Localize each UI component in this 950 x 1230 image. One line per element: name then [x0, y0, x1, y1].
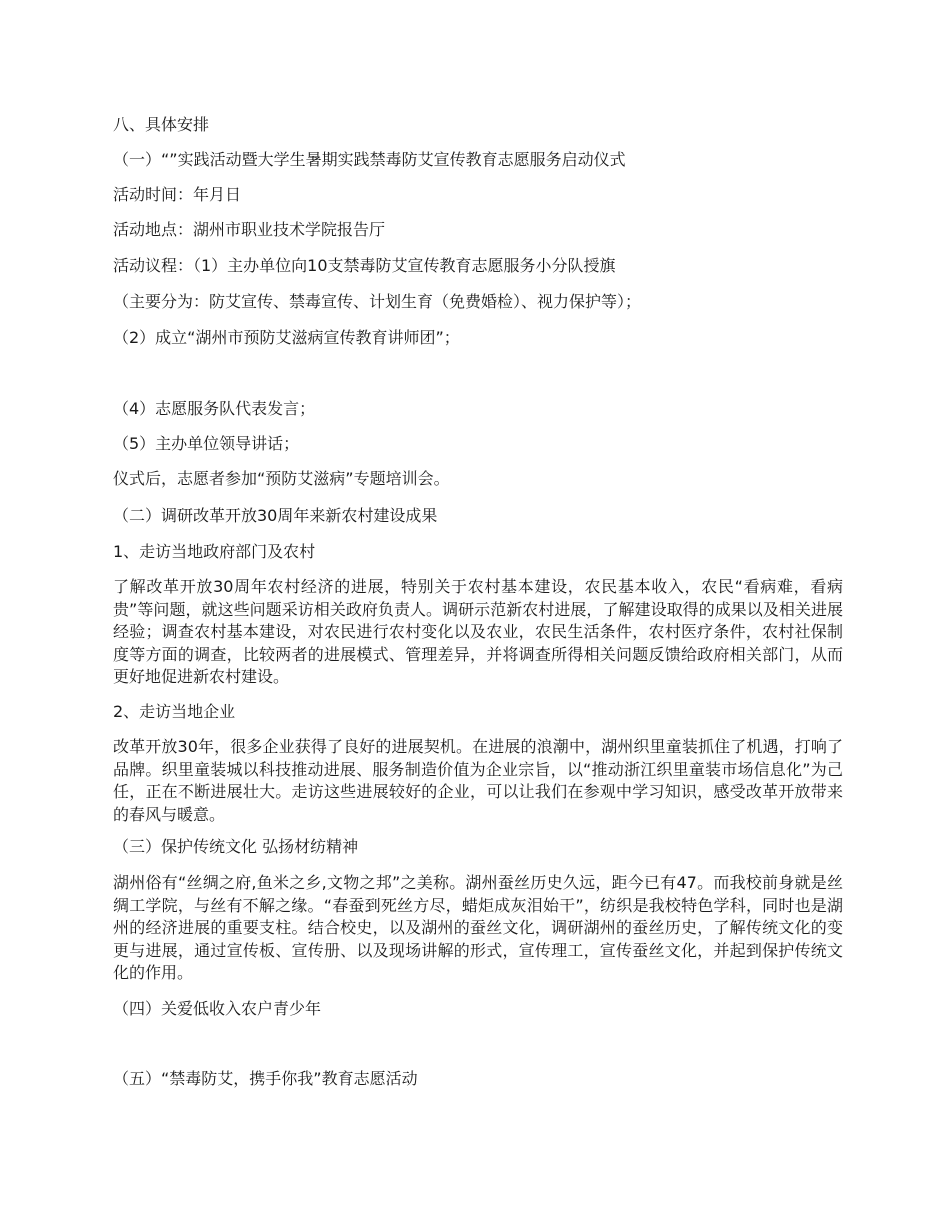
- subsection-heading-traditional-culture: （三）保护传统文化 弘扬材纺精神: [113, 837, 359, 856]
- subsection-heading-rural-research: （二）调研改革开放30周年来新农村建设成果: [113, 506, 438, 525]
- agenda-note: （主要分为：防艾宣传、禁毒宣传、计划生育（免费婚检）、视力保护等）；: [113, 292, 642, 311]
- paragraph-silk-culture: 湖州俗有“丝绸之府,鱼米之乡,文物之邦”之美称。湖州蚕丝历史久远，距今已有47。而我校前身就是丝绸工学院，与丝有不解之缘。“春蚕到死丝方尽，蜡炬成灰泪始干”，纺织是我校特色学科，同时也是湖州的经济进展的重要支柱。结合校史，以及湖州的蚕丝文化，调研湖州的蚕丝历史，了解传统文化的变更与进展，通过宣传板、宣传册、以及现场讲解的形式，宣传理工，宣传蚕丝文化，并起到保护传统文化的作用。: [113, 873, 843, 983]
- agenda-item-2: （2）成立“湖州市预防艾滋病宣传教育讲师团”；: [113, 328, 460, 347]
- activity-location: 活动地点：湖州市职业技术学院报告厅: [113, 220, 386, 239]
- activity-time: 活动时间：年月日: [113, 185, 242, 204]
- subsection-heading-launch-ceremony: （一）“”实践活动暨大学生暑期实践禁毒防艾宣传教育志愿服务启动仪式: [113, 150, 626, 169]
- item-heading-visit-government: 1、走访当地政府部门及农村: [113, 542, 316, 561]
- agenda-item-5: （5）主办单位领导讲话；: [113, 434, 300, 453]
- ceremony-followup: 仪式后，志愿者参加“预防艾滋病”专题培训会。: [113, 469, 450, 488]
- agenda-item-4: （4）志愿服务队代表发言；: [113, 399, 316, 418]
- subsection-heading-low-income-youth: （四）关爱低收入农户青少年: [113, 999, 322, 1018]
- activity-agenda: 活动议程：（1）主办单位向10支禁毒防艾宣传教育志愿服务小分队授旗: [113, 256, 616, 275]
- paragraph-enterprises: 改革开放30年，很多企业获得了良好的进展契机。在进展的浪潮中，湖州织里童装抓住了机遇，打响了品牌。织里童装城以科技推动进展、服务制造价值为企业宗旨，以“推动浙江织里童装市场信息化”为己任，正在不断进展壮大。走访这些进展较好的企业，可以让我们在参观中学习知识，感受改革开放带来的春风与暖意。: [113, 737, 843, 824]
- subsection-heading-drug-aids-volunteer: （五）“禁毒防艾，携手你我”教育志愿活动: [113, 1069, 418, 1088]
- item-heading-visit-enterprises: 2、走访当地企业: [113, 702, 236, 721]
- section-heading-arrangements: 八、具体安排: [113, 115, 210, 134]
- paragraph-rural-research: 了解改革开放30周年农村经济的进展，特别关于农村基本建设，农民基本收入，农民“看病难，看病贵”等问题，就这些问题采访相关政府负责人。调研示范新农村进展，了解建设取得的成果以及相关进展经验；调查农村基本建设，对农民进行农村变化以及农业，农民生活条件，农村医疗条件，农村社保制度等方面的调查，比较两者的进展模式、管理差异，并将调查所得相关问题反馈给政府相关部门，从而更好地促进新农村建设。: [113, 577, 843, 687]
